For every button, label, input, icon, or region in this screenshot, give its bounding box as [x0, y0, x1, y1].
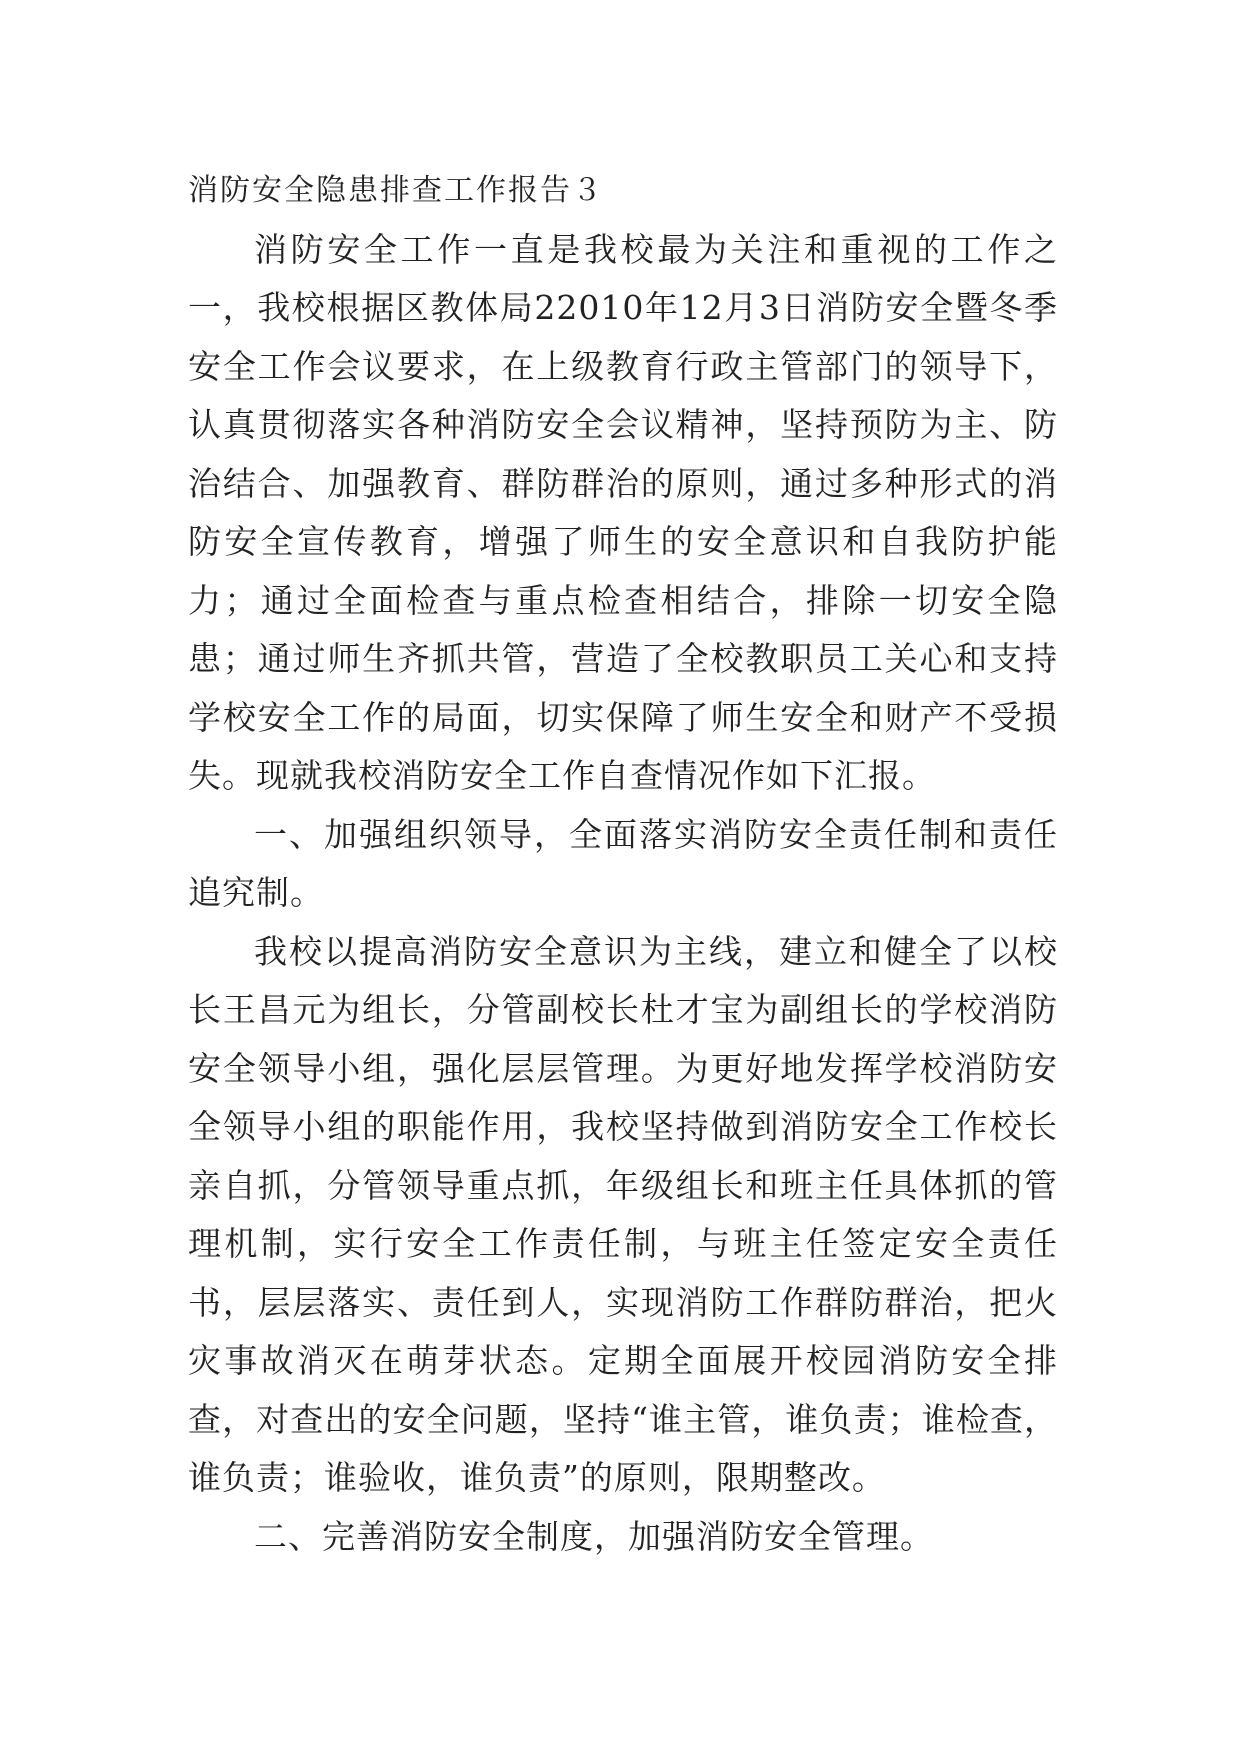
section-heading-1: 一、加强组织领导，全面落实消防安全责任制和责任追究制。: [188, 814, 1058, 912]
paragraph-section-1: 我校以提高消防安全意识为主线，建立和健全了以校长王昌元为组长，分管副校长杜才宝为副组长的学校消防安全领导小组，强化层层管理。为更好地发挥学校消防安全领导小组的职能作用，我校坚持做到消防安全工作校长亲自抓，分管领导重点抓，年级组长和班主任具体抓的管理机制，实行安全工作责任制，与班主任签定安全责任书，层层落实、责任到人，实现消防工作群防群治，把火灾事故消灭在萌芽状态。定期全面展开校园消防安全排查，对查出的安全问题，坚持“谁主管，谁负责；谁检查，谁负责；谁验收，谁负责”的原则，限期整改。: [188, 931, 1058, 1497]
document-title: 消防安全隐患排查工作报告３: [188, 173, 604, 208]
section-heading-2: 二、完善消防安全制度，加强消防安全管理。: [254, 1516, 934, 1556]
paragraph-intro: 消防安全工作一直是我校最为关注和重视的工作之一，我校根据区教体局22010年12月3日消防安全暨冬季安全工作会议要求，在上级教育行政主管部门的领导下，认真贯彻落实各种消防安全会议精神，坚持预防为主、防治结合、加强教育、群防群治的原则，通过多种形式的消防安全宣传教育，增强了师生的安全意识和自我防护能力；通过全面检查与重点检查相结合，排除一切安全隐患；通过师生齐抓共管，营造了全校教职员工关心和支持学校安全工作的局面，切实保障了师生安全和财产不受损失。现就我校消防安全工作自查情况作如下汇报。: [188, 229, 1058, 795]
document-body: [188, 162, 1058, 1566]
